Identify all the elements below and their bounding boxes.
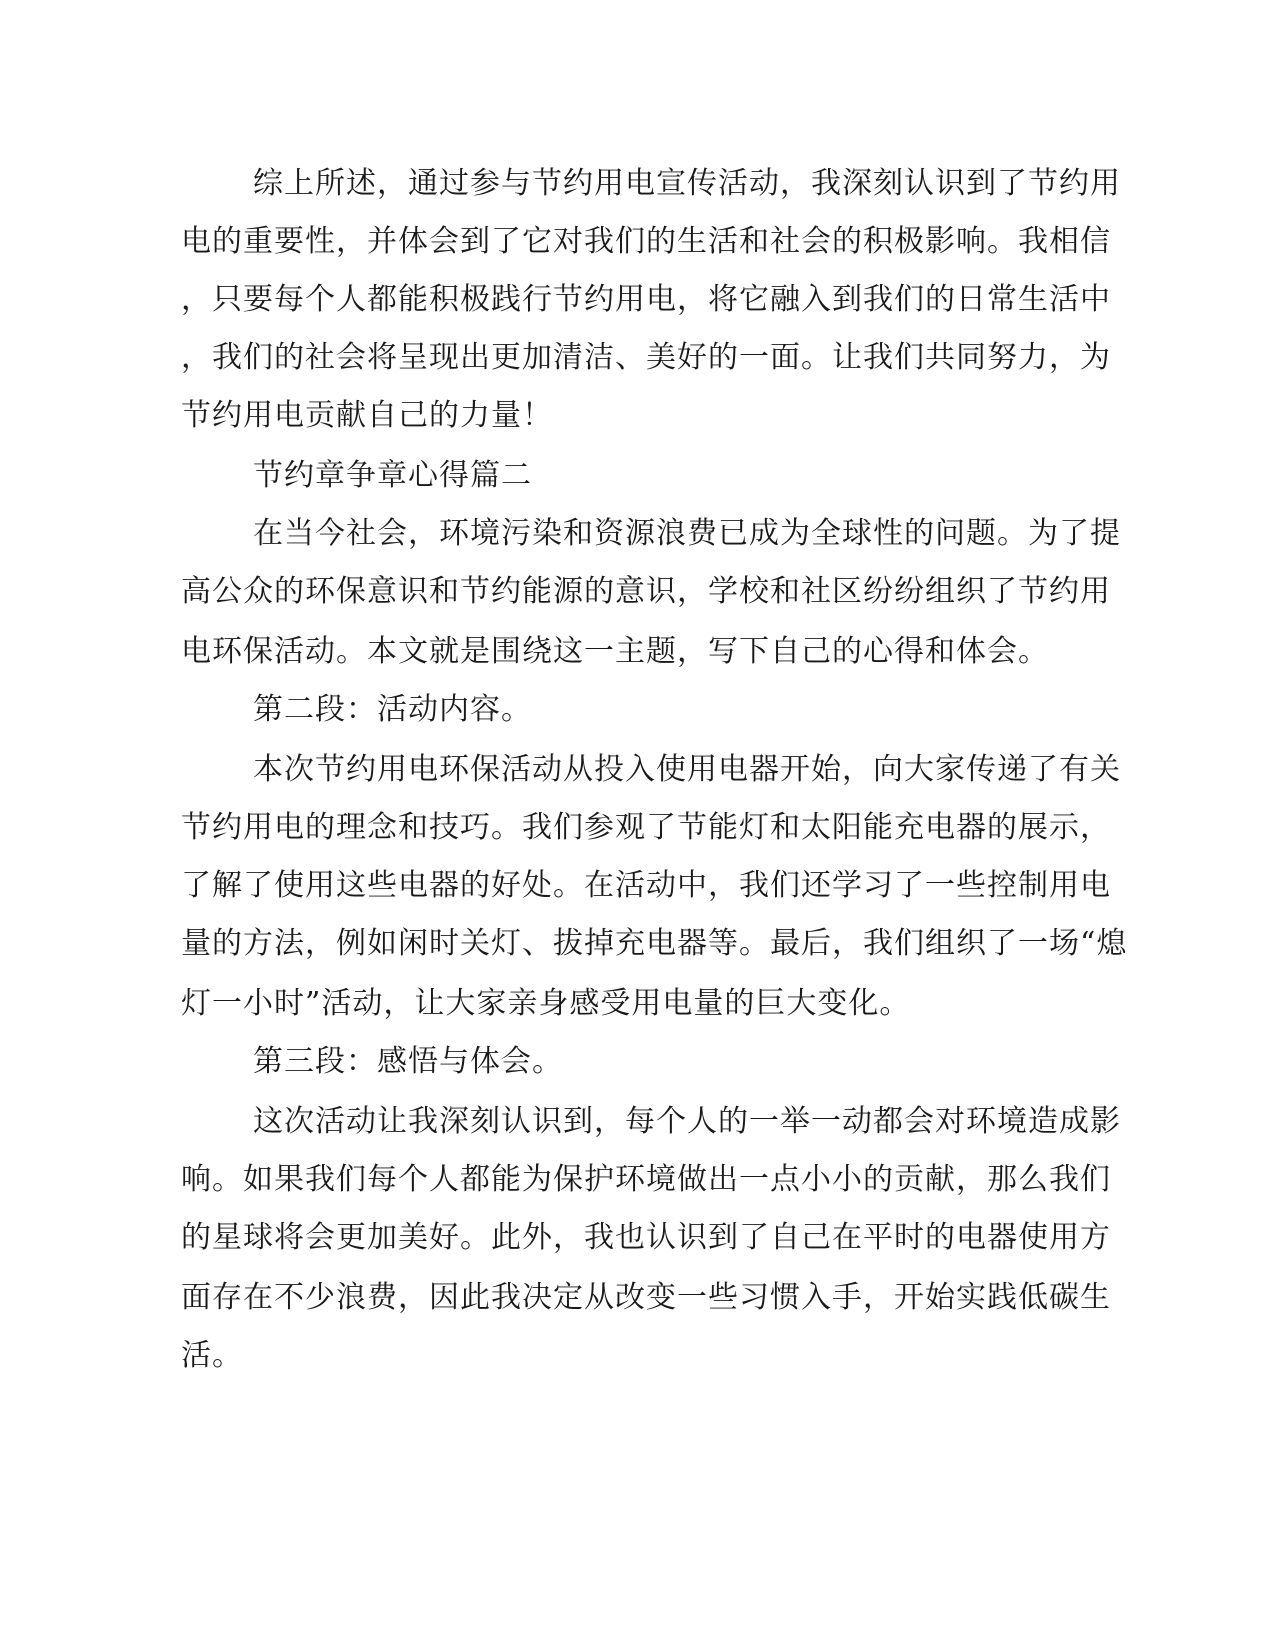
text-line: 灯一小时”活动，让大家亲身感受用电量的巨大变化。: [181, 986, 911, 1021]
text-line: 的星球将会更加美好。此外，我也认识到了自己在平时的电器使用方: [181, 1220, 1111, 1255]
text-line: 响。如果我们每个人都能为保护环境做出一点小小的贡献，那么我们: [181, 1162, 1111, 1197]
section-heading: 第三段：感悟与体会。: [253, 1044, 563, 1079]
text-line: 节约用电的理念和技巧。我们参观了节能灯和太阳能充电器的展示，: [181, 810, 1111, 845]
text-line: 电环保活动。本文就是围绕这一主题，写下自己的心得和体会。: [181, 634, 1049, 669]
text-line: 在当今社会，环境污染和资源浪费已成为全球性的问题。为了提: [253, 516, 1121, 551]
text-line: 量的方法，例如闲时关灯、拔掉充电器等。最后，我们组织了一场“熄: [181, 926, 1128, 961]
text-line: ，我们的社会将呈现出更加清洁、美好的一面。让我们共同努力，为: [181, 340, 1111, 375]
text-line: 了解了使用这些电器的好处。在活动中，我们还学习了一些控制用电: [181, 868, 1111, 903]
section-heading: 第二段：活动内容。: [253, 692, 532, 727]
text-line: 综上所述，通过参与节约用电宣传活动，我深刻认识到了节约用: [253, 166, 1121, 201]
section-heading: 节约章争章心得篇二: [253, 458, 532, 493]
text-line: 本次节约用电环保活动从投入使用电器开始，向大家传递了有关: [253, 752, 1121, 787]
text-line: 电的重要性，并体会到了它对我们的生活和社会的积极影响。我相信: [181, 224, 1111, 259]
text-line: ，只要每个人都能积极践行节约用电，将它融入到我们的日常生活中: [181, 282, 1111, 317]
text-line: 活。: [181, 1338, 243, 1373]
text-line: 高公众的环保意识和节约能源的意识，学校和社区纷纷组织了节约用: [181, 574, 1111, 609]
text-line: 节约用电贡献自己的力量！: [181, 398, 553, 433]
text-line: 这次活动让我深刻认识到，每个人的一举一动都会对环境造成影: [253, 1104, 1121, 1139]
text-line: 面存在不少浪费，因此我决定从改变一些习惯入手，开始实践低碳生: [181, 1280, 1111, 1315]
